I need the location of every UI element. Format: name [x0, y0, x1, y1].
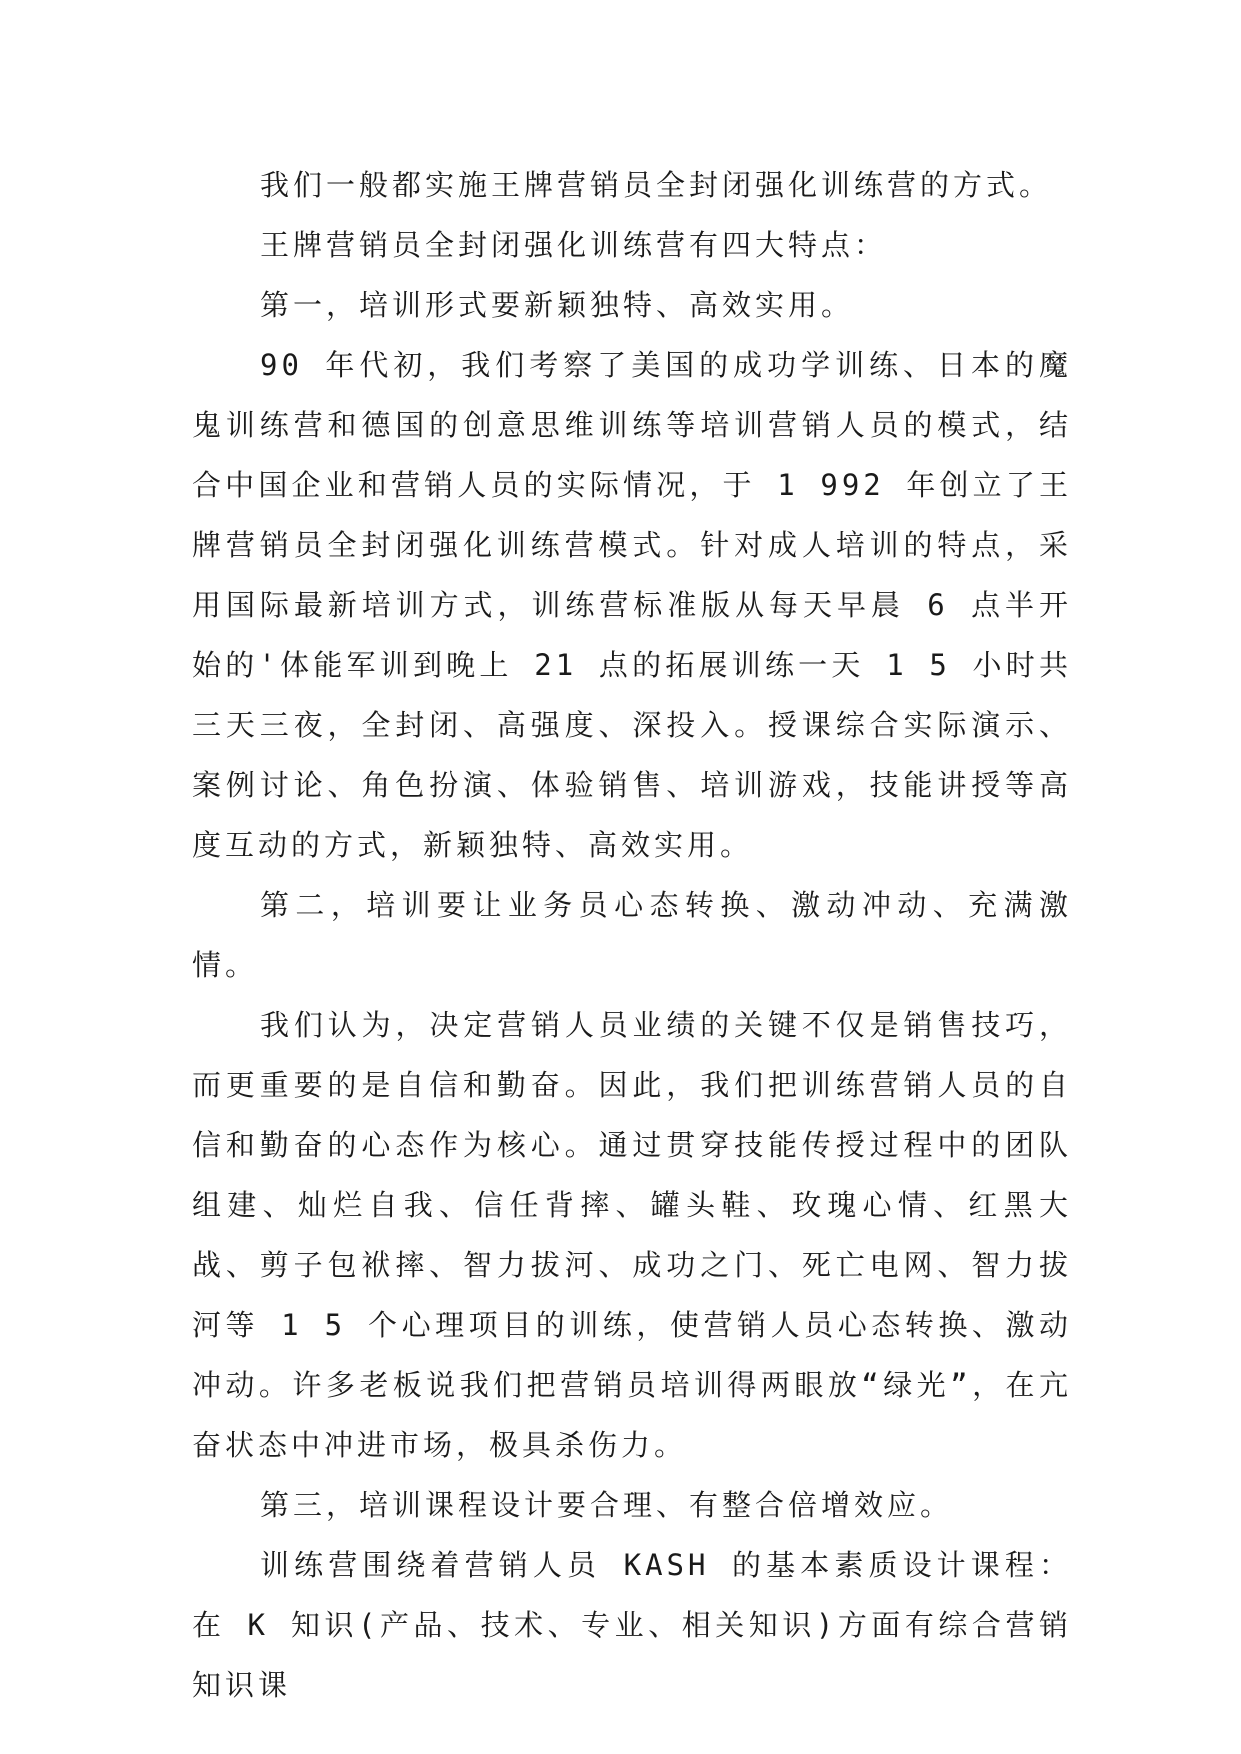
document-body — [192, 155, 1072, 1715]
paragraph-intro: 我们一般都实施王牌营销员全封闭强化训练营的方式。 — [260, 168, 1053, 202]
paragraph-point-one-body: 90 年代初，我们考察了美国的成功学训练、日本的魔鬼训练营和德国的创意思维训练等培训营销人员的模式，结合中国企业和营销人员的实际情况，于 1 992 年创立了王牌营销员全封闭强化训练营模式。针对成人培训的特点，采用国际最新培训方式，训练营标准版从每天早晨 6 点半开始的'体能军训到晚上 21 点的拓展训练一天 1 5 小时共三天三夜，全封闭、高强度、深投入。授课综合实际演示、案例讨论、角色扮演、体验销售、培训游戏，技能讲授等高度互动的方式，新颖独特、高效实用。 — [192, 348, 1072, 862]
paragraph-features-heading: 王牌营销员全封闭强化训练营有四大特点： — [260, 228, 888, 262]
paragraph-point-one: 第一，培训形式要新颖独特、高效实用。 — [260, 288, 855, 322]
paragraph-point-two: 第二，培训要让业务员心态转换、激动冲动、充满激情。 — [192, 888, 1072, 982]
paragraph-point-three-body: 训练营围绕着营销人员 KASH 的基本素质设计课程：在 K 知识(产品、技术、专业、相关知识)方面有综合营销知识课 — [192, 1548, 1072, 1702]
paragraph-point-three: 第三，培训课程设计要合理、有整合倍增效应。 — [260, 1488, 954, 1522]
paragraph-point-two-body: 我们认为，决定营销人员业绩的关键不仅是销售技巧，而更重要的是自信和勤奋。因此，我们把训练营销人员的自信和勤奋的心态作为核心。通过贯穿技能传授过程中的团队组建、灿烂自我、信任背摔、罐头鞋、玫瑰心情、红黑大战、剪子包袱摔、智力拔河、成功之门、死亡电网、智力拔河等 1 5 个心理项目的训练，使营销人员心态转换、激动冲动。许多老板说我们把营销员培训得两眼放“绿光”，在亢奋状态中冲进市场，极具杀伤力。 — [192, 1008, 1072, 1462]
